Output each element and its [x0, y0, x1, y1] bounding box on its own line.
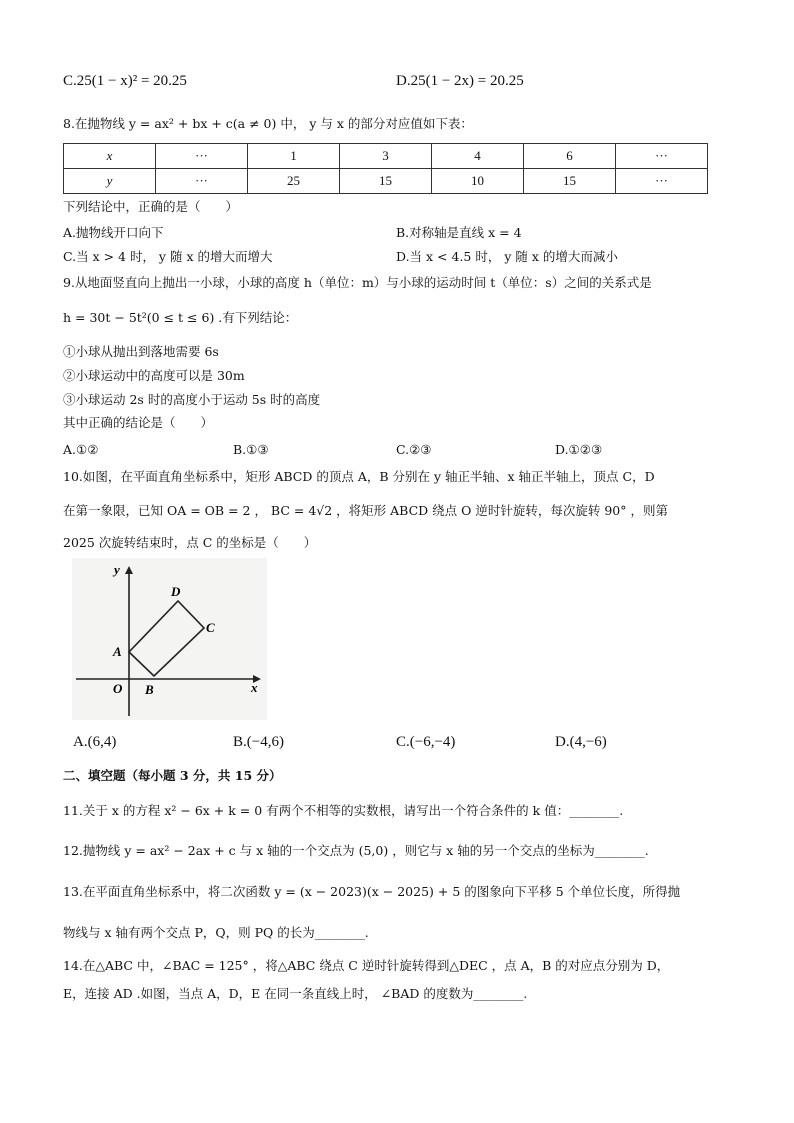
q9-stem-line1: 9.从地面竖直向上抛出一小球，小球的高度 h（单位：m）与小球的运动时间 t（单位：s）之间的关系式是 — [63, 275, 652, 290]
coordinate-diagram — [72, 558, 267, 720]
q8-option-a: A.抛物线开口向下 — [63, 225, 164, 240]
q12-text: 12.抛物线 y = ax² − 2ax + c 与 x 轴的一个交点为 (5,0) ，则它与 x 轴的另一个交点的坐标为________. — [63, 843, 649, 858]
q14-line1: 14.在△ABC 中，∠BAC = 125° ，将△ABC 绕点 C 逆时针旋转得到△DEC ，点 A，B 的对应点分别为 D， — [63, 958, 670, 973]
q9-option-b: B.①③ — [233, 442, 269, 457]
table-cell: y — [64, 169, 156, 194]
q10-stem-line3: 2025 次旋转结束时，点 C 的坐标是（ ） — [63, 535, 317, 550]
table-cell: ··· — [616, 144, 708, 169]
table-cell: ··· — [616, 169, 708, 194]
table-cell: 4 — [432, 144, 524, 169]
rectangle-abcd — [129, 601, 204, 676]
table-cell: 10 — [432, 169, 524, 194]
q8-option-d: D.当 x < 4.5 时， y 随 x 的增大而减小 — [396, 249, 618, 264]
q9-conclusion-1: ①小球从抛出到落地需要 6s — [63, 344, 219, 359]
q13-line1: 13.在平面直角坐标系中，将二次函数 y = (x − 2023)(x − 2025) + 5 的图象向下平移 5 个单位长度，所得抛 — [63, 884, 681, 899]
point-a-label: A — [113, 644, 122, 659]
q7-option-c: C.25(1 − x)² = 20.25 — [63, 73, 187, 89]
q8-prompt: 下列结论中，正确的是（ ） — [63, 199, 239, 214]
table-cell: 25 — [248, 169, 340, 194]
q8-option-b: B.对称轴是直线 x = 4 — [396, 225, 522, 240]
q14-line2: E，连接 AD .如图，当点 A，D，E 在同一条直线上时， ∠BAD 的度数为________. — [63, 986, 528, 1001]
table-row — [64, 144, 708, 169]
q10-option-a: A.(6,4) — [73, 734, 117, 750]
q10-figure — [72, 558, 267, 720]
q7-option-d: D.25(1 − 2x) = 20.25 — [396, 73, 524, 89]
q10-option-c: C.(−6,−4) — [396, 734, 456, 750]
table-cell: ··· — [156, 144, 248, 169]
q10-stem-line2: 在第一象限，已知 OA = OB = 2 ， BC = 4√2 ，将矩形 ABCD 绕点 O 逆时针旋转，每次旋转 90° ，则第 — [63, 503, 668, 518]
q8-stem: 8.在抛物线 y = ax² + bx + c(a ≠ 0) 中， y 与 x 的部分对应值如下表： — [63, 116, 473, 131]
q11-text: 11.关于 x 的方程 x² − 6x + k = 0 有两个不相等的实数根，请写出一个符合条件的 k 值：________. — [63, 803, 624, 818]
table-cell: 15 — [340, 169, 432, 194]
q9-conclusion-2: ②小球运动中的高度可以是 30m — [63, 368, 245, 383]
q9-option-c: C.②③ — [396, 442, 432, 457]
q13-line2: 物线与 x 轴有两个交点 P，Q，则 PQ 的长为________. — [63, 925, 369, 940]
table-cell: 6 — [524, 144, 616, 169]
q9-stem-line2: h = 30t − 5t²(0 ≤ t ≤ 6) .有下列结论： — [63, 310, 298, 325]
origin-label: O — [113, 681, 123, 696]
q10-stem-line1: 10.如图，在平面直角坐标系中，矩形 ABCD 的顶点 A，B 分别在 y 轴正半轴、x 轴正半轴上，顶点 C，D — [63, 469, 655, 484]
point-b-label: B — [145, 682, 154, 697]
point-c-label: C — [206, 620, 215, 635]
section-heading-fill-in: 二、填空题（每小题 3 分，共 15 分） — [63, 768, 282, 783]
table-cell: 15 — [524, 169, 616, 194]
q9-conclusion-3: ③小球运动 2s 时的高度小于运动 5s 时的高度 — [63, 392, 321, 407]
x-axis-label: x — [251, 680, 258, 695]
table-row — [64, 169, 708, 194]
q9-option-d: D.①②③ — [555, 442, 603, 457]
point-d-label: D — [171, 584, 181, 599]
q8-option-c: C.当 x > 4 时， y 随 x 的增大而增大 — [63, 249, 273, 264]
table-cell: x — [64, 144, 156, 169]
table-cell: 1 — [248, 144, 340, 169]
q10-option-b: B.(−4,6) — [233, 734, 284, 750]
q9-prompt: 其中正确的结论是（ ） — [63, 415, 214, 430]
q10-option-d: D.(4,−6) — [555, 734, 607, 750]
q8-value-table — [63, 143, 708, 194]
y-axis-label: y — [114, 562, 120, 577]
table-cell: 3 — [340, 144, 432, 169]
table-cell: ··· — [156, 169, 248, 194]
q9-option-a: A.①② — [63, 442, 99, 457]
y-axis-arrow-icon — [125, 566, 133, 574]
